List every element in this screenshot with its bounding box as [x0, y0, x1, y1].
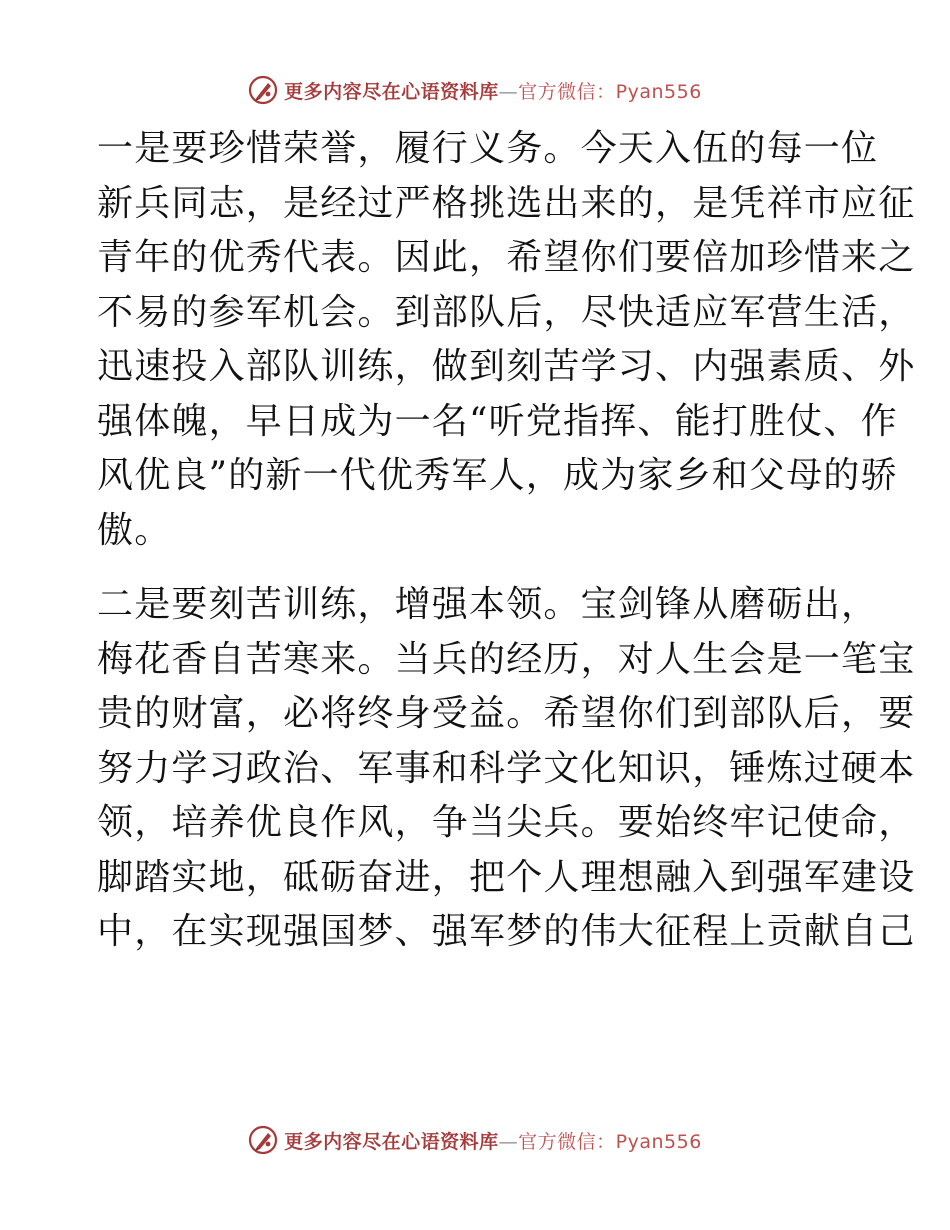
- text-line: 新兵同志，是经过严格挑选出来的，是凭祥市应征: [97, 182, 916, 224]
- text-line: 梅花香自苦寒来。当兵的经历，对人生会是一笔宝: [97, 638, 916, 680]
- text-line: 努力学习政治、军事和科学文化知识，锤炼过硬本: [97, 747, 916, 789]
- banner-text: [284, 1127, 702, 1154]
- text-line: 贵的财富，必将终身受益。希望你们到部队后，要: [97, 693, 916, 734]
- banner-separator: —: [498, 80, 519, 103]
- text-line: 中，在实现强国梦、强军梦的伟大征程上贡献自己: [97, 911, 916, 952]
- banner-separator: —: [498, 1130, 519, 1153]
- text-line: 一是要珍惜荣誉，履行义务。今天入伍的每一位: [97, 128, 879, 169]
- footer-banner: [0, 1120, 950, 1160]
- banner-contact-text: 官方微信：Pyan556: [518, 80, 702, 103]
- text-line: 不易的参军机会。到部队后，尽快适应军营生活，: [97, 291, 916, 333]
- text-line: 青年的优秀代表。因此，希望你们要倍加珍惜来之: [97, 237, 916, 278]
- text-line: 迅速投入部队训练，做到刻苦学习、内强素质、外: [97, 346, 916, 387]
- paragraph-1: [97, 122, 916, 558]
- banner-text: [284, 77, 702, 104]
- text-line: 风优良”的新一代优秀军人，成为家乡和父母的骄: [97, 455, 898, 496]
- quill-pen-logo-icon: [248, 1125, 278, 1155]
- text-line: 脚踏实地，砥砺奋进，把个人理想融入到强军建设: [97, 856, 916, 898]
- document-body: [97, 122, 916, 960]
- text-line: 强体魄，早日成为一名“听党指挥、能打胜仗、作: [97, 400, 898, 442]
- banner-contact-text: 官方微信：Pyan556: [518, 1130, 702, 1153]
- quill-pen-logo-icon: [248, 75, 278, 105]
- banner-main-text: 更多内容尽在心语资料库: [284, 1130, 499, 1153]
- paragraph-2: [97, 578, 916, 960]
- header-banner: [0, 70, 950, 110]
- text-line: 领，培养优良作风，争当尖兵。要始终牢记使命，: [97, 802, 916, 843]
- text-line: 二是要刻苦训练，增强本领。宝剑锋从磨砺出，: [97, 584, 879, 625]
- text-line: 傲。: [97, 509, 172, 551]
- banner-main-text: 更多内容尽在心语资料库: [284, 80, 499, 103]
